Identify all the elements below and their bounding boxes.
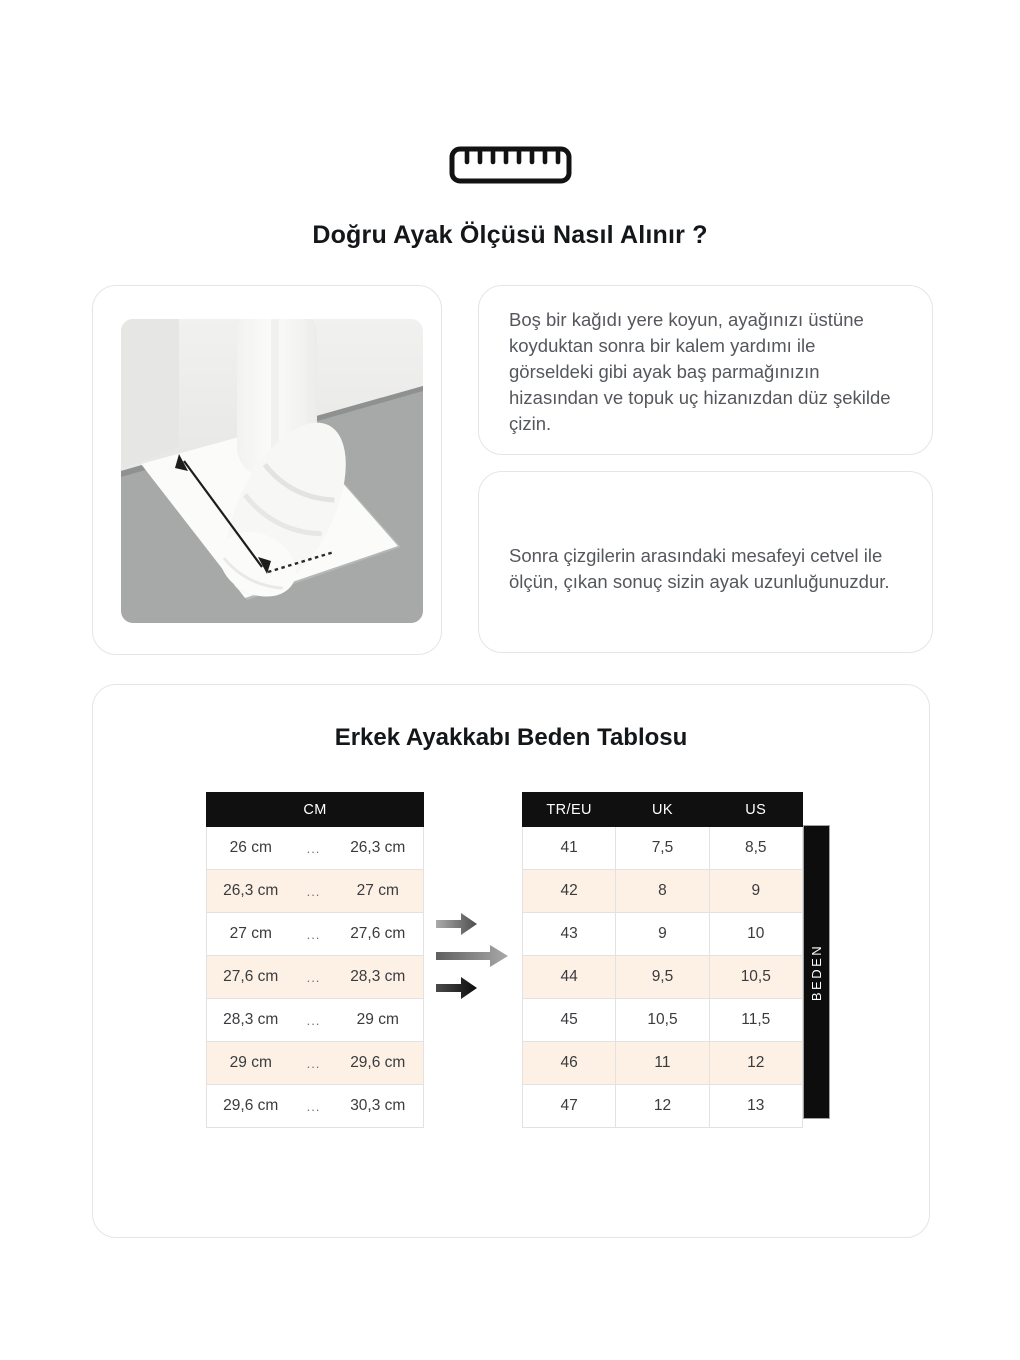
cm-range-separator: ... — [295, 1085, 333, 1128]
instruction-step-1-card — [478, 285, 933, 455]
cm-range-from: 28,3 cm — [207, 999, 295, 1042]
cm-table-header: CM — [207, 793, 424, 827]
size-cell: 10,5 — [709, 956, 802, 999]
cm-range-to: 28,3 cm — [333, 956, 424, 999]
cm-range-to: 27,6 cm — [333, 913, 424, 956]
size-table-row — [523, 827, 803, 870]
cm-range-to: 26,3 cm — [333, 827, 424, 870]
size-table-row — [523, 956, 803, 999]
instruction-step-1-text: Boş bir kağıdı yere koyun, ayağınızı üstüne koyduktan sonra bir kalem yardımı ile görseldeki gibi ayak baş parmağınızın hizasından ve topuk uç hizanızdan düz şekilde çizin. — [509, 309, 891, 434]
cm-range-from: 29 cm — [207, 1042, 295, 1085]
size-table-header-uk: UK — [616, 793, 709, 827]
size-cell: 9 — [616, 913, 709, 956]
size-cell: 8 — [616, 870, 709, 913]
size-cell: 43 — [523, 913, 616, 956]
size-cell: 11 — [616, 1042, 709, 1085]
measurement-photo-card — [92, 285, 442, 655]
size-cell: 47 — [523, 1085, 616, 1128]
cm-table-row — [207, 870, 424, 913]
cm-range-separator: ... — [295, 1042, 333, 1085]
size-cell: 8,5 — [709, 827, 802, 870]
ruler-icon — [0, 146, 1020, 184]
size-table-row — [523, 1042, 803, 1085]
size-table-row — [523, 870, 803, 913]
cm-range-from: 26 cm — [207, 827, 295, 870]
cm-range-from: 27 cm — [207, 913, 295, 956]
cm-table-body — [207, 827, 424, 1128]
cm-table-row — [207, 956, 424, 999]
size-table-card — [92, 684, 930, 1238]
cm-table — [206, 792, 424, 1128]
tables-row — [206, 792, 929, 1128]
size-table-body — [523, 827, 803, 1128]
cm-range-to: 29,6 cm — [333, 1042, 424, 1085]
size-cell: 10,5 — [616, 999, 709, 1042]
conversion-arrows-icon — [424, 792, 522, 1119]
size-cell: 7,5 — [616, 827, 709, 870]
size-table-title: Erkek Ayakkabı Beden Tablosu — [334, 724, 688, 751]
size-cell: 10 — [709, 913, 802, 956]
cm-table-header-row — [207, 793, 424, 827]
size-cell: 41 — [523, 827, 616, 870]
size-cell: 11,5 — [709, 999, 802, 1042]
size-cell: 45 — [523, 999, 616, 1042]
size-table-row — [523, 1085, 803, 1128]
size-table-header-treu: TR/EU — [523, 793, 616, 827]
size-conversion-table — [522, 792, 803, 1128]
beden-side-bar — [803, 825, 830, 1119]
instruction-step-2-text: Sonra çizgilerin arasındaki mesafeyi cetvel ile ölçün, çıkan sonuç sizin ayak uzunluğunuzdur. — [509, 545, 890, 592]
instruction-text-column — [478, 285, 933, 655]
size-cell: 12 — [616, 1085, 709, 1128]
cm-range-separator: ... — [295, 956, 333, 999]
size-table-row — [523, 999, 803, 1042]
cm-range-separator: ... — [295, 913, 333, 956]
size-table-row — [523, 913, 803, 956]
foot-measurement-photo — [121, 319, 423, 623]
size-table-header-us: US — [709, 793, 802, 827]
page-title: Doğru Ayak Ölçüsü Nasıl Alınır ? — [312, 221, 708, 249]
size-cell: 9,5 — [616, 956, 709, 999]
cm-table-row — [207, 827, 424, 870]
cm-range-from: 29,6 cm — [207, 1085, 295, 1128]
cm-range-to: 29 cm — [333, 999, 424, 1042]
beden-side-label: BEDEN — [808, 943, 824, 1001]
size-cell: 42 — [523, 870, 616, 913]
cm-table-row — [207, 913, 424, 956]
cm-range-from: 26,3 cm — [207, 870, 295, 913]
cm-table-row — [207, 1042, 424, 1085]
instructions-row — [92, 285, 933, 655]
size-cell: 13 — [709, 1085, 802, 1128]
cm-range-to: 30,3 cm — [333, 1085, 424, 1128]
cm-table-row — [207, 1085, 424, 1128]
cm-range-to: 27 cm — [333, 870, 424, 913]
size-table-header-row — [523, 793, 803, 827]
size-cell: 9 — [709, 870, 802, 913]
size-cell: 44 — [523, 956, 616, 999]
cm-range-separator: ... — [295, 999, 333, 1042]
size-cell: 46 — [523, 1042, 616, 1085]
cm-table-row — [207, 999, 424, 1042]
size-cell: 12 — [709, 1042, 802, 1085]
cm-range-separator: ... — [295, 827, 333, 870]
instruction-step-2-card — [478, 471, 933, 653]
cm-range-separator: ... — [295, 870, 333, 913]
cm-range-from: 27,6 cm — [207, 956, 295, 999]
